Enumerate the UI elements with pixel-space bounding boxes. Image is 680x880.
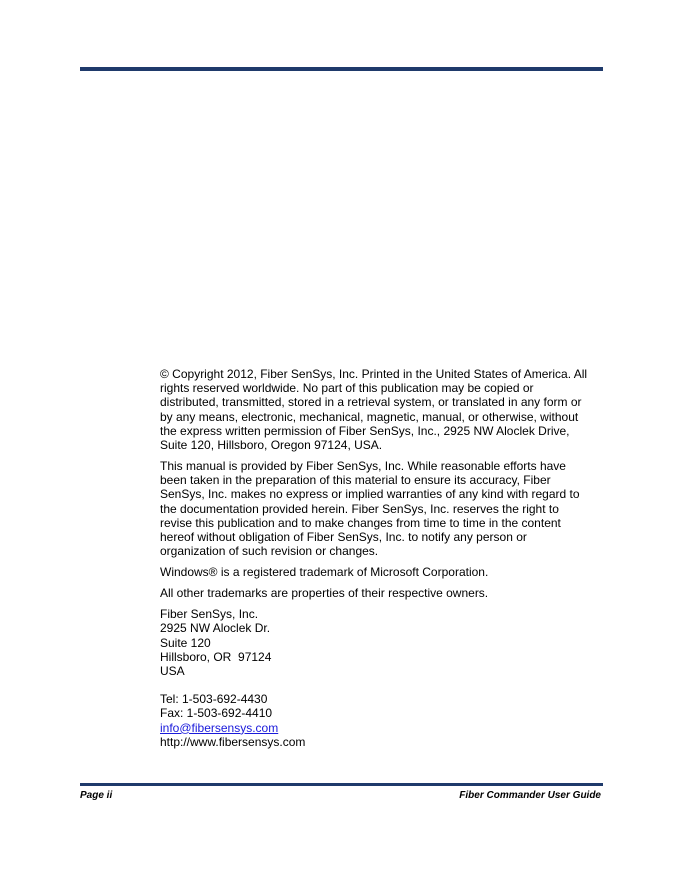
- address-country: USA: [160, 664, 185, 679]
- document-title: Fiber Commander User Guide: [459, 790, 601, 801]
- disclaimer-line: organization of such revision or changes.: [160, 544, 379, 559]
- disclaimer-line: been taken in the preparation of this material to ensure its accuracy, Fiber: [160, 473, 551, 488]
- header-rule: [80, 67, 603, 71]
- trademark-windows: Windows® is a registered trademark of Microsoft Corporation.: [160, 565, 489, 580]
- copyright-paragraph: [160, 367, 602, 452]
- address-street: 2925 NW Aloclek Dr.: [160, 621, 271, 636]
- disclaimer-line: SenSys, Inc. makes no express or implied warranties of any kind with regard to: [160, 487, 580, 502]
- copyright-line: © Copyright 2012, Fiber SenSys, Inc. Printed in the United States of America. All: [160, 367, 588, 381]
- address-suite: Suite 120: [160, 635, 211, 650]
- copyright-line: by any means, electronic, mechanical, magnetic, manual, or otherwise, without: [160, 409, 579, 424]
- legal-notice: [160, 367, 602, 749]
- copyright-line: distributed, transmitted, stored in a retrieval system, or translated in any form or: [160, 395, 582, 410]
- disclaimer-paragraph: [160, 459, 602, 558]
- address-company: Fiber SenSys, Inc.: [160, 607, 259, 622]
- trademark-other: All other trademarks are properties of their respective owners.: [160, 586, 489, 601]
- disclaimer-line: the documentation provided herein. Fiber SenSys, Inc. reserves the right to: [160, 501, 559, 516]
- website-url: http://www.fibersensys.com: [160, 734, 306, 749]
- contact-fax: Fax: 1-503-692-4410: [160, 706, 273, 721]
- page-number: Page ii: [80, 790, 113, 801]
- disclaimer-line: revise this publication and to make changes from time to time in the content: [160, 515, 561, 530]
- disclaimer-line: This manual is provided by Fiber SenSys, Inc. While reasonable efforts have: [160, 459, 566, 474]
- email-link[interactable]: info@fibersensys.com: [160, 720, 279, 735]
- footer-rule: [80, 783, 603, 786]
- copyright-line: rights reserved worldwide. No part of this publication may be copied or: [160, 381, 534, 396]
- contact-tel: Tel: 1-503-692-4430: [160, 692, 268, 707]
- disclaimer-line: hereof without obligation of Fiber SenSys, Inc. to notify any person or: [160, 530, 527, 545]
- address-city: Hillsboro, OR 97124: [160, 649, 272, 664]
- copyright-line: Suite 120, Hillsboro, Oregon 97124, USA.: [160, 438, 383, 453]
- contact-info: [160, 692, 602, 749]
- copyright-line: the express written permission of Fiber SenSys, Inc., 2925 NW Aloclek Drive,: [160, 423, 570, 438]
- company-address: [160, 607, 602, 678]
